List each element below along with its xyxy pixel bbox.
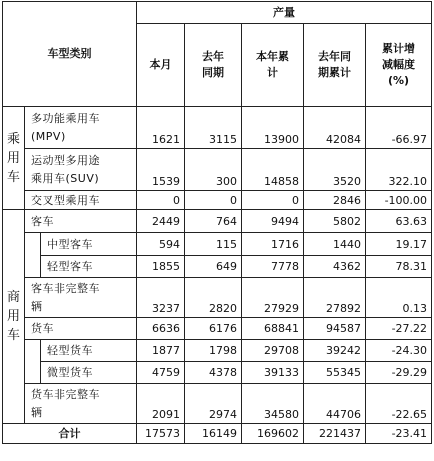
cell-ytd: 27929	[242, 278, 304, 318]
cell-ytd: 7778	[242, 256, 304, 278]
cell-last-year-same-period: 300	[185, 149, 242, 191]
table-row	[3, 340, 432, 362]
table-row	[3, 362, 432, 384]
cell-last-year-ytd: 3520	[304, 149, 366, 191]
cell-last-year-ytd: 5802	[304, 210, 366, 233]
row-label: 多功能乘用车 (MPV)	[25, 107, 137, 149]
row-label: 运动型多用途 乘用车(SUV)	[25, 149, 137, 191]
col-header-last-year-ytd: 去年同 期累计	[304, 24, 366, 107]
total-last-year-ytd: 221437	[304, 424, 366, 444]
cell-ytd: 1716	[242, 233, 304, 256]
cell-this-month: 4759	[137, 362, 185, 384]
table-row	[3, 318, 432, 340]
row-label: 轻型货车	[41, 340, 137, 362]
cell-this-month: 3237	[137, 278, 185, 318]
cell-this-month: 0	[137, 191, 185, 210]
cell-last-year-same-period: 115	[185, 233, 242, 256]
cell-last-year-same-period: 6176	[185, 318, 242, 340]
cell-last-year-same-period: 1798	[185, 340, 242, 362]
cell-this-month: 6636	[137, 318, 185, 340]
cell-last-year-same-period: 2820	[185, 278, 242, 318]
cell-this-month: 1877	[137, 340, 185, 362]
cell-last-year-same-period: 2974	[185, 384, 242, 424]
cell-last-year-ytd: 1440	[304, 233, 366, 256]
total-row	[3, 424, 432, 444]
cell-change-pct: -100.00	[366, 191, 432, 210]
cell-last-year-same-period: 4378	[185, 362, 242, 384]
col-header-this-month: 本月	[137, 24, 185, 107]
table-row	[3, 191, 432, 210]
cell-change-pct: 63.63	[366, 210, 432, 233]
row-label: 轻型客车	[41, 256, 137, 278]
table-row	[3, 149, 432, 191]
total-ytd: 169602	[242, 424, 304, 444]
cell-change-pct: -29.29	[366, 362, 432, 384]
cell-last-year-ytd: 55345	[304, 362, 366, 384]
cell-last-year-same-period: 3115	[185, 107, 242, 149]
col-header-ytd: 本年累 计	[242, 24, 304, 107]
total-this-month: 17573	[137, 424, 185, 444]
production-header: 产量	[137, 2, 432, 24]
cell-this-month: 1621	[137, 107, 185, 149]
row-label: 客车	[25, 210, 137, 233]
cell-change-pct: -27.22	[366, 318, 432, 340]
table-row	[3, 210, 432, 233]
row-label: 微型货车	[41, 362, 137, 384]
total-label: 合计	[3, 424, 137, 444]
table-row	[3, 256, 432, 278]
vehicle-type-header: 车型类别	[3, 2, 137, 107]
cell-last-year-same-period: 649	[185, 256, 242, 278]
indent-spacer	[25, 233, 41, 278]
production-table	[2, 1, 432, 444]
cell-change-pct: -24.30	[366, 340, 432, 362]
cell-last-year-ytd: 27892	[304, 278, 366, 318]
cell-ytd: 14858	[242, 149, 304, 191]
cell-last-year-ytd: 94587	[304, 318, 366, 340]
cell-this-month: 2449	[137, 210, 185, 233]
cell-change-pct: -66.97	[366, 107, 432, 149]
table-row	[3, 278, 432, 318]
cell-change-pct: 322.10	[366, 149, 432, 191]
cell-this-month: 2091	[137, 384, 185, 424]
row-label: 货车非完整车 辆	[25, 384, 137, 424]
cell-change-pct: 0.13	[366, 278, 432, 318]
cell-last-year-ytd: 4362	[304, 256, 366, 278]
table-row	[3, 233, 432, 256]
row-label: 客车非完整车 辆	[25, 278, 137, 318]
cell-change-pct: 78.31	[366, 256, 432, 278]
cell-ytd: 0	[242, 191, 304, 210]
cell-last-year-same-period: 0	[185, 191, 242, 210]
cell-ytd: 34580	[242, 384, 304, 424]
cell-ytd: 9494	[242, 210, 304, 233]
cell-last-year-same-period: 764	[185, 210, 242, 233]
cell-this-month: 594	[137, 233, 185, 256]
cell-ytd: 29708	[242, 340, 304, 362]
group-commercial: 商 用 车	[3, 210, 25, 424]
cell-this-month: 1539	[137, 149, 185, 191]
col-header-change-pct: 累计增 减幅度 (%)	[366, 24, 432, 107]
cell-last-year-ytd: 44706	[304, 384, 366, 424]
cell-change-pct: -22.65	[366, 384, 432, 424]
cell-last-year-ytd: 42084	[304, 107, 366, 149]
cell-ytd: 13900	[242, 107, 304, 149]
col-header-last-year-same-period: 去年 同期	[185, 24, 242, 107]
total-last-year-same-period: 16149	[185, 424, 242, 444]
row-label: 交叉型乘用车	[25, 191, 137, 210]
cell-ytd: 68841	[242, 318, 304, 340]
row-label: 中型客车	[41, 233, 137, 256]
table-row	[3, 384, 432, 424]
cell-this-month: 1855	[137, 256, 185, 278]
cell-ytd: 39133	[242, 362, 304, 384]
indent-spacer	[25, 340, 41, 384]
row-label: 货车	[25, 318, 137, 340]
cell-last-year-ytd: 39242	[304, 340, 366, 362]
group-passenger: 乘 用 车	[3, 107, 25, 210]
cell-last-year-ytd: 2846	[304, 191, 366, 210]
table-row	[3, 107, 432, 149]
total-change-pct: -23.41	[366, 424, 432, 444]
cell-change-pct: 19.17	[366, 233, 432, 256]
